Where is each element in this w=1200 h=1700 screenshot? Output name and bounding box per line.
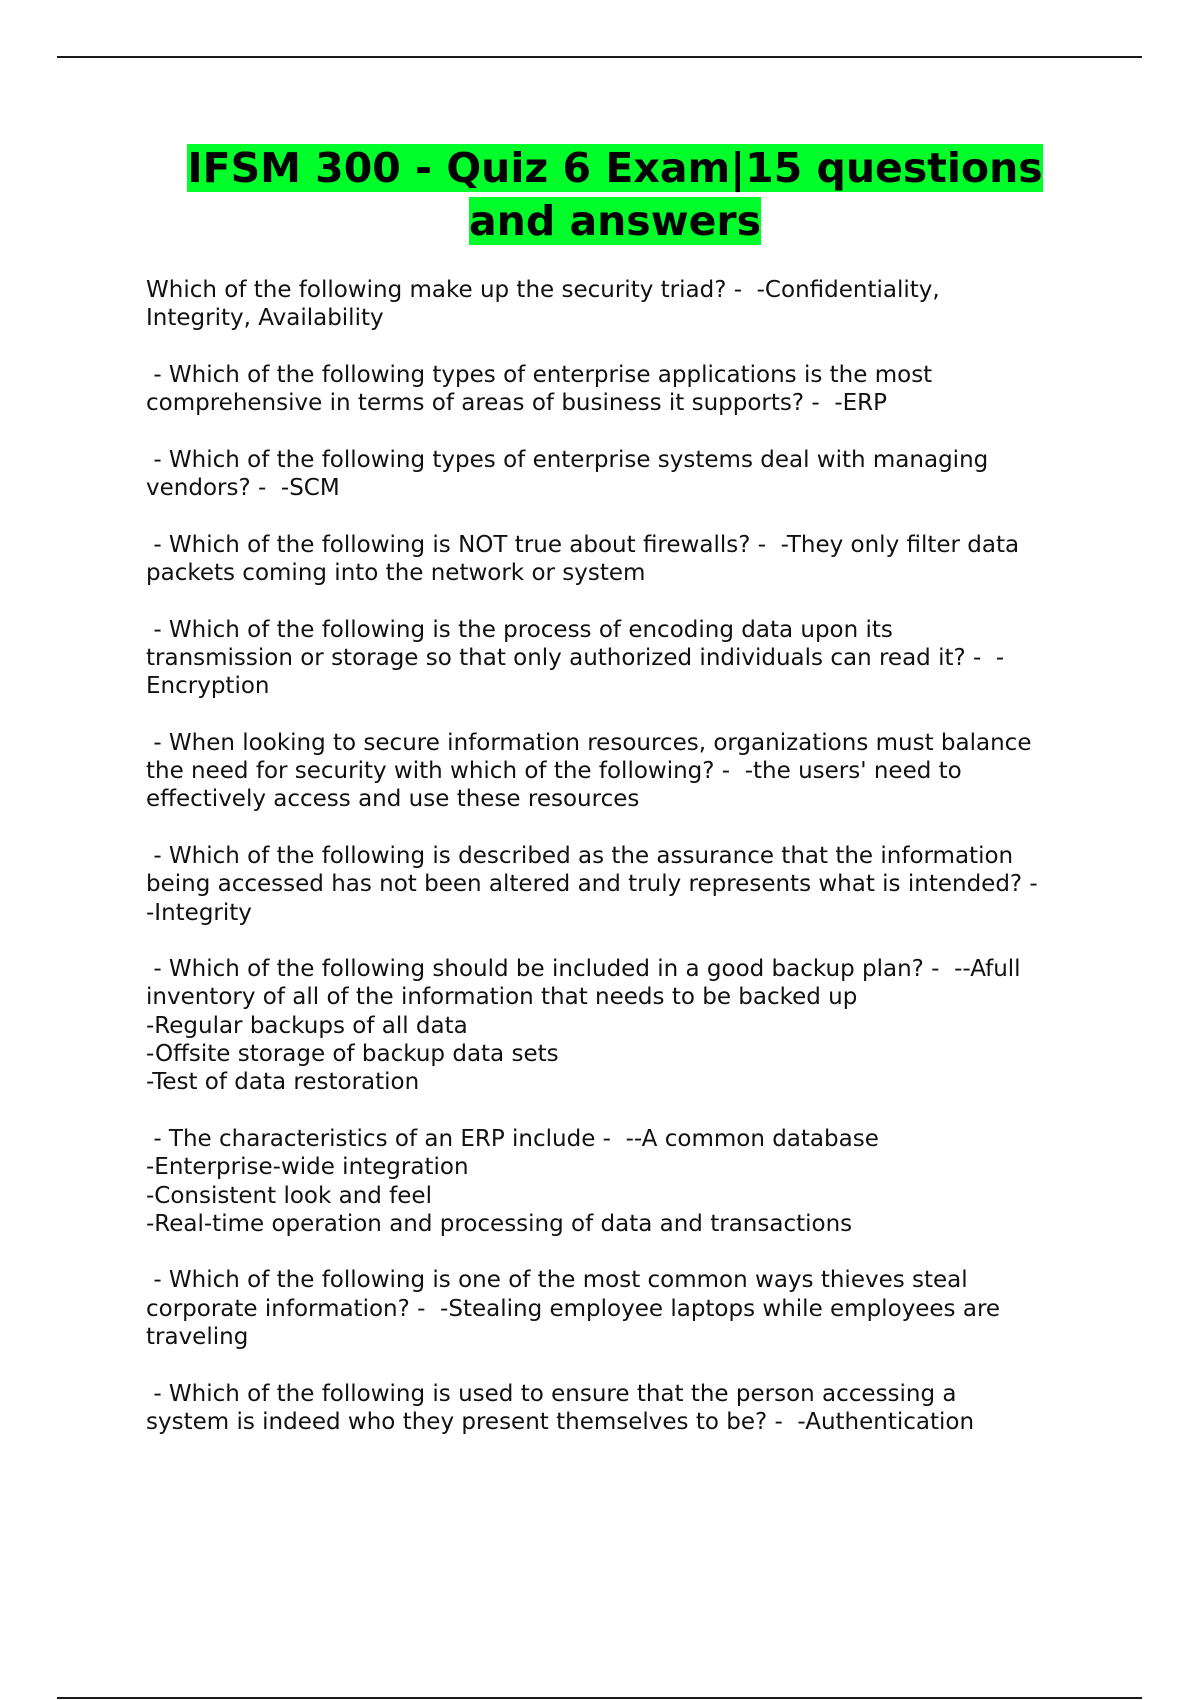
qa-item-4: - Which of the following is NOT true about firewalls? - -They only filter data packets coming into the network or system [146,531,1020,586]
page-title [145,142,1085,248]
qa-item-8: - Which of the following should be included in a good backup plan? - --Afull inventory of all of the information that needs to be backed up -Regular backups of all data -Offsite storage of backup data sets -Test of data restoration [146,956,1021,1096]
bottom-rule [57,1697,1142,1699]
title-block [145,142,1085,248]
qa-item-9: - The characteristics of an ERP include - --A common database -Enterprise-wide integration -Consistent look and feel -Real-time operation and processing of data and transactions [146,1125,879,1237]
qa-item-5: - Which of the following is the process of encoding data upon its transmission or storage so that only authorized individuals can read it? - - Encryption [146,616,1005,700]
top-rule [57,56,1142,58]
qa-item-2: - Which of the following types of enterprise applications is the most comprehensive in terms of areas of business it supports? - -ERP [146,361,933,417]
qa-item-6: - When looking to secure information resources, organizations must balance the need for security with which of the following? - -the users' need to effectively access and use these resources [146,729,1032,813]
qa-item-11: - Which of the following is used to ensure that the person accessing a system is indeed who they present themselves to be? - -Authentication [146,1380,975,1435]
qa-item-7: - Which of the following is described as the assurance that the information being accessed has not been altered and truly represents what is intended? - -Integrity [146,842,1038,926]
title-highlight-line1: IFSM 300 - Quiz 6 Exam|15 questions [187,144,1043,192]
title-highlight-line2: and answers [468,197,762,245]
qa-item-10: - Which of the following is one of the most common ways thieves steal corporate information? - -Stealing employee laptops while employees are traveling [146,1267,1001,1350]
qa-item-1: Which of the following make up the security triad? - -Confidentiality, Integrity, Availability [146,277,940,332]
qa-item-3: - Which of the following types of enterprise systems deal with managing vendors? - -SCM [146,446,989,502]
qa-list [146,276,1096,1464]
